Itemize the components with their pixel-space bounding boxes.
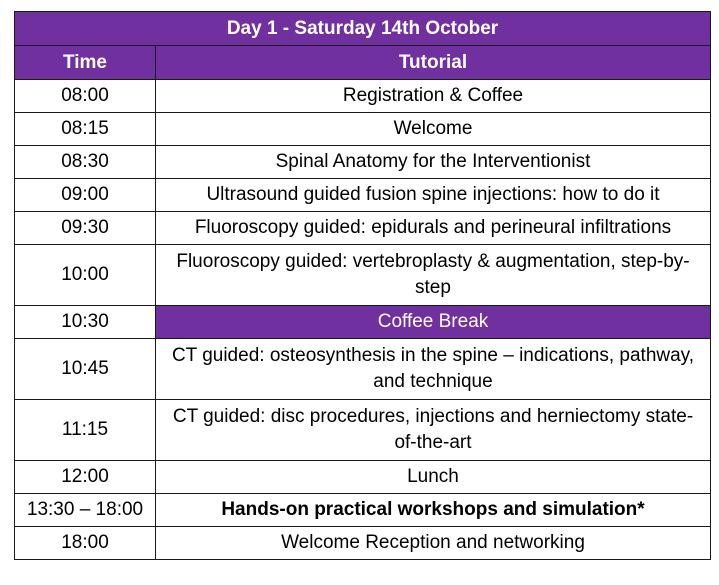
header-row: [15, 46, 711, 80]
time-cell: 09:00: [15, 179, 156, 212]
table-row: [15, 527, 711, 560]
table-row: [15, 494, 711, 527]
time-cell: 08:00: [15, 80, 156, 113]
time-cell: 10:00: [15, 245, 156, 306]
tutorial-cell: Fluoroscopy guided: vertebroplasty & augmentation, step-by-step: [156, 245, 711, 306]
column-header-time: Time: [15, 46, 156, 80]
table-row: [15, 179, 711, 212]
table-row: [15, 461, 711, 494]
time-cell: 13:30 – 18:00: [15, 494, 156, 527]
table-row-break: [15, 306, 711, 339]
tutorial-cell: CT guided: osteosynthesis in the spine – indications, pathway, and technique: [156, 339, 711, 400]
title-row: [15, 12, 711, 46]
time-cell: 08:15: [15, 113, 156, 146]
column-header-tutorial: Tutorial: [156, 46, 711, 80]
schedule-title: Day 1 - Saturday 14th October: [15, 12, 711, 46]
tutorial-cell: Welcome Reception and networking: [156, 527, 711, 560]
time-cell: 12:00: [15, 461, 156, 494]
table-row: [15, 245, 711, 306]
tutorial-cell: Ultrasound guided fusion spine injections: how to do it: [156, 179, 711, 212]
table-row: [15, 146, 711, 179]
tutorial-cell: Fluoroscopy guided: epidurals and perineural infiltrations: [156, 212, 711, 245]
time-cell: 08:30: [15, 146, 156, 179]
tutorial-cell: Spinal Anatomy for the Interventionist: [156, 146, 711, 179]
schedule-table: [14, 11, 711, 560]
table-row: [15, 339, 711, 400]
tutorial-cell: CT guided: disc procedures, injections and herniectomy state-of-the-art: [156, 400, 711, 461]
time-cell: 09:30: [15, 212, 156, 245]
table-row: [15, 212, 711, 245]
table-row: [15, 400, 711, 461]
time-cell: 10:45: [15, 339, 156, 400]
tutorial-cell: Lunch: [156, 461, 711, 494]
workshop-cell: Hands-on practical workshops and simulation*: [156, 494, 711, 527]
coffee-break-cell: Coffee Break: [156, 306, 711, 339]
tutorial-cell: Registration & Coffee: [156, 80, 711, 113]
time-cell: 11:15: [15, 400, 156, 461]
time-cell: 18:00: [15, 527, 156, 560]
time-cell: 10:30: [15, 306, 156, 339]
table-row: [15, 80, 711, 113]
tutorial-cell: Welcome: [156, 113, 711, 146]
table-row: [15, 113, 711, 146]
